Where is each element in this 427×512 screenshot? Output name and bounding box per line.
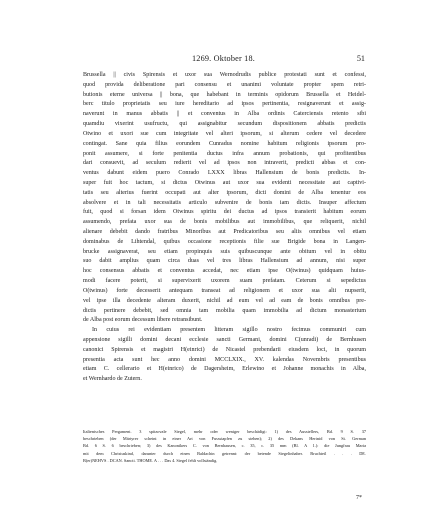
page-number: 51	[356, 54, 365, 63]
text-line: berc titulo proprietatis seu iure hereditario ad ipsos pertinentia, resignaverunt et assig-	[83, 101, 366, 108]
text-line: contingat. Sane quia filius eorundem Cunradus nomine habitum religionis ipsorum pro-	[83, 140, 366, 147]
text-line: alienare debebit dando fratribus Minoribus aut Predicatoribus seu aliis omnibus vel etiam	[83, 229, 366, 235]
text-line: ventus dabunt eidem puero Conrado LXXX libras Hallensium de bonis predictis. In-	[83, 170, 366, 177]
text-line: de Alba post eorum decessum libere retransibunt.	[83, 317, 203, 324]
text-line: dari consuevit, ad seculum redierit vel ad ipsos non intraverit, predicti abbas et con-	[83, 160, 366, 167]
printer-signature: 7*	[356, 495, 362, 501]
page-title: 1269. Oktober 18.	[192, 54, 255, 63]
document-body	[83, 71, 366, 385]
page-header	[82, 54, 365, 66]
text-line: absolvere et in tali necessitatis articulo subvenire de bonis iam dictis. Insuper affectum	[83, 199, 366, 206]
footnote-line: beschrieben (der Märtyrer scheint in einer Art von Fussstapfen zu stehen); 2) des Dekans Hertnid von St. German	[83, 436, 366, 442]
text-line: hoc consensus abbatis et conventus accedat, nec etiam ipse O(twinus) quidquam huius-	[83, 268, 366, 275]
text-line: dominabus de Lihtendal, quibus occasione receptionis filie sue Brigide bona in Langen-	[83, 238, 366, 245]
footnote-line: Bd. 6 S. 6 beschrieben; 3) des Kanonikers C. von Bernhausen, c. 35, c. 35 mm (Bl. A 1.): die Jungfrau Maria	[83, 443, 366, 449]
text-line: assumendo, prefata uxor sua de bonis mobilibus aut immobilibus, que reliquerit, nichil	[83, 219, 366, 226]
text-line: fuit, quod si forsan idem Otwinus spiritu dei ductus ad ipsos transierit habitum eorum	[83, 209, 366, 216]
text-line: naverunt in manus abbatis || et conventus in Alba ordinis Caterciensis retento sibi	[83, 111, 366, 118]
text-line: suo dabit amplius quam circa duas vel tres libras Hallensium ad annum, nisi super	[83, 258, 366, 265]
text-line: et Wernhardo de Zutern.	[83, 376, 142, 383]
text-line: super fuit hoc tactum, si dictus Otwinus aut uxor sua evidenti necessitate aut captivi-	[83, 179, 366, 186]
text-line: quamdiu vixerint usufructu, qui assignabitur secundum dispositionem abbatis predictis	[83, 121, 366, 128]
text-line: tatis seu alterius fuerint occupati aut alter ipsorum, dicti domini de Alba tenentur eos	[83, 189, 366, 196]
text-line: dictis pertinere debebit, sed omnia tam mobilia quam immobilia ad dictum monasterium	[83, 307, 366, 314]
text-line: presentia acta sunt hec anno domini MCCLXIX., XV. kalendas Novembris presentibus	[83, 356, 366, 363]
text-line: Brussella || civis Spirensis et uxor sua Wernodrudis publice protestati sunt et confessi,	[83, 72, 366, 78]
footnote-line: mit dem Christuskind, darunter durch einen Baldachin getrennt: der betende Siegelinhaber. Bruchteil . . . DE.	[83, 450, 366, 456]
footnote-line: Italienisches Pergament. 3 spitzovale Siegel, mehr oder weniger beschädigt: 1) des Ausstellers, Bd. 9 S. 37	[83, 429, 366, 434]
text-line: O(twinus) forte decesserit antequam transeat ad religionem et uxor sua alii nupserit,	[83, 287, 366, 294]
text-line: brucke assignaverat, seu etiam propinquis suis quibuscunque ante obitum vel in obitu	[83, 248, 366, 255]
footnote-line: B(er)NEHVS . DCAN. Sancti. THOME. A . . . Das 4. Siegel fehlt vollständig.	[83, 457, 218, 463]
text-line: Otwino et uxori sue cum integritate vel alteri ipsorum, si alterum cedere vel decedere	[83, 130, 366, 137]
footnotes	[83, 428, 366, 464]
text-line: etiam C. cellerario et H(einrico) de Dagersheim, Erlewino et Johanne monachis in Alba,	[83, 366, 366, 373]
text-line: vel ipse illa decedente alteram duxerit, nichil ad eum vel ad eam de bonis omnibus pre-	[83, 297, 366, 304]
text-line: In cuius rei evidentiam presentem litteram sigillo nostro fecimus communiri cum	[92, 327, 366, 334]
text-line: appensione sigilli domini decani ecclesie sancti Germani, domini C(unradi) de Bernhusen	[83, 336, 366, 343]
text-line: ponit assumere, si forte penitentia ductus infra annum probationis, qui profitentibus	[83, 150, 366, 157]
text-line: canonici Spirensis et magistri H(einrici) de Nicastel prebendarii eiusdem loci, in quorum	[83, 346, 366, 353]
text-line: quod provida deliberatione pari consensu et unanimi voluntate propter spem retri-	[83, 81, 366, 88]
text-line: butionis eterne universa || bona, que habebant in terminis opidorum Brussella et Heidel-	[83, 91, 366, 98]
text-line: modi facere poterit, si supervixerit uxorem suam prefatam. Ceterum si sepedictus	[83, 278, 366, 285]
